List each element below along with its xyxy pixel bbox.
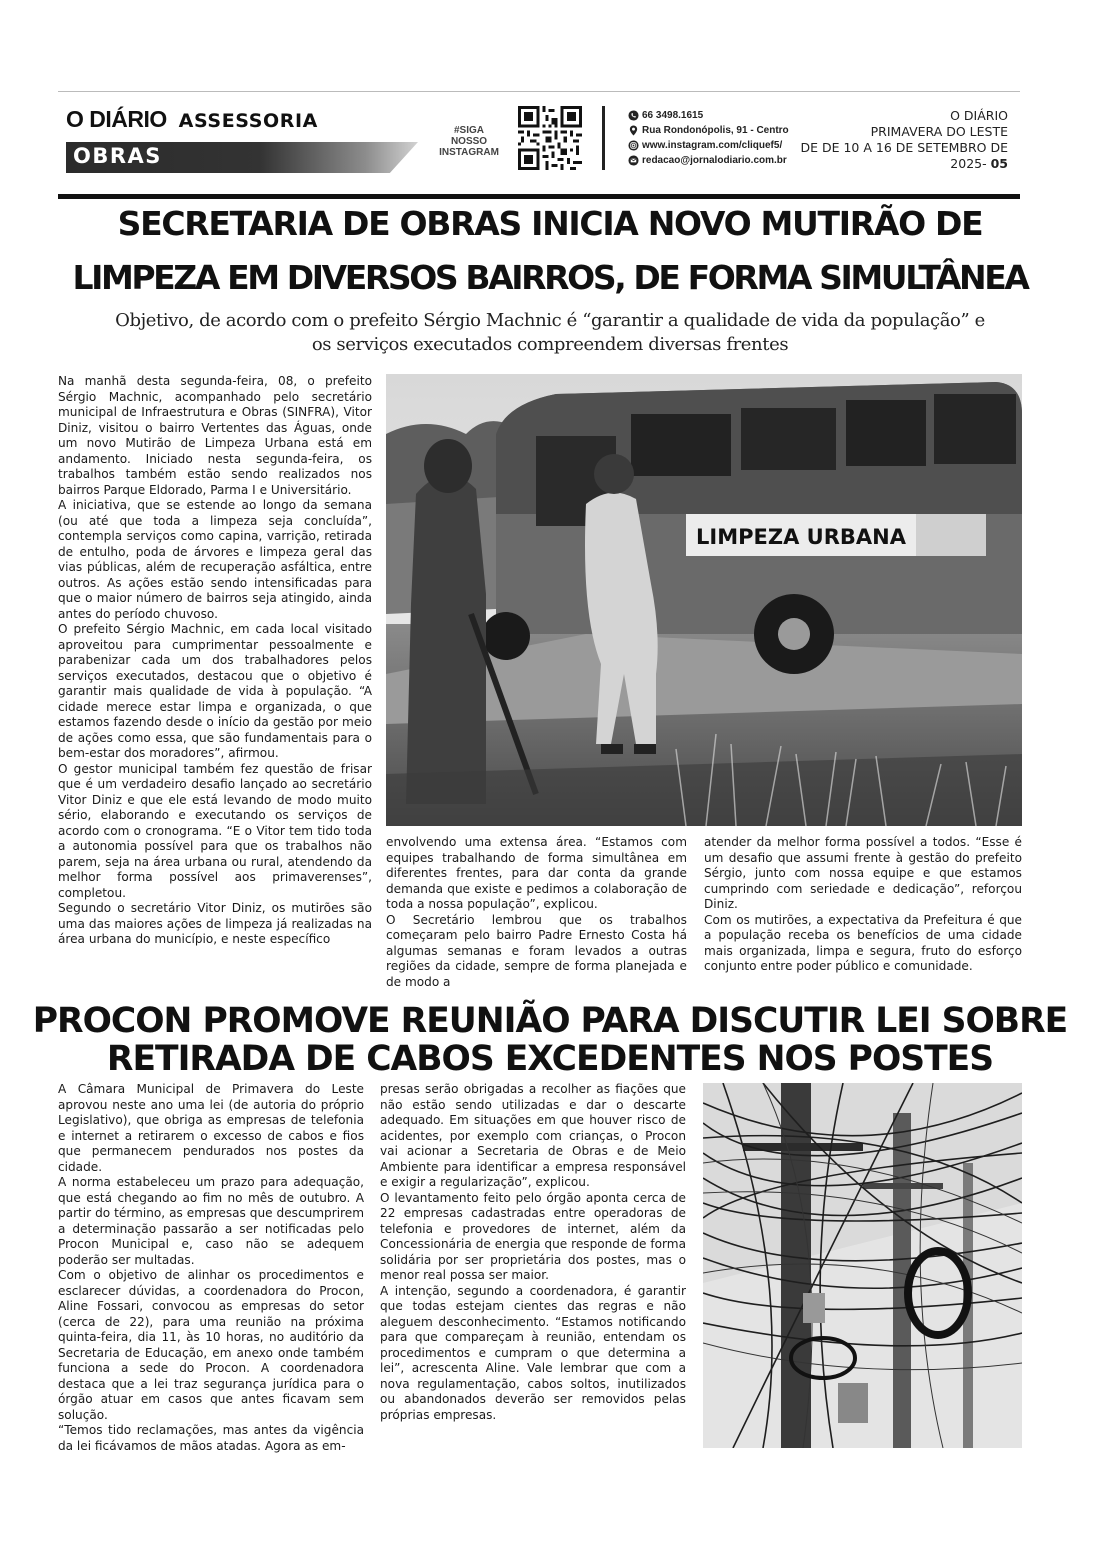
contact-divider	[602, 106, 605, 170]
location-pin-icon	[628, 125, 639, 136]
edition-year: 2025-	[950, 156, 991, 171]
article1-subhead	[40, 309, 1060, 357]
edition-line: DE DE 10 A 16 DE SETEMBRO DE	[800, 140, 1008, 155]
paragraph: O Secretário lembrou que os trabalhos começaram pelo bairro Padre Ernesto Costa há algumas semanas e foram levados a outras regiões da cidade, sempre de forma planejada e de modo a	[386, 912, 687, 989]
masthead	[66, 106, 318, 133]
subhead-line: os serviços executados compreendem diversas frentes	[311, 334, 789, 355]
article1-headline-line2: LIMPEZA EM DIVERSOS BAIRROS, DE FORMA SIMULTÂNEA	[72, 258, 1028, 297]
email-link[interactable]: redacao@jornalodiario.com.br	[642, 155, 787, 166]
contact-row	[628, 138, 789, 153]
article1-photo	[386, 374, 1022, 826]
instagram-cta-line: INSTAGRAM	[439, 147, 499, 158]
instagram-icon	[628, 140, 639, 151]
section-name: ASSESSORIA	[178, 110, 318, 132]
paragraph: O gestor municipal também fez questão de frisar que é um verdadeiro desafio lançado ao secretário Vitor Diniz e que ele está levando de modo muito sério, elaborando e executando os serviços de acordo com o cronograma. “E o Vitor tem tido toda a autonomia possível para que os trabalhos não parem, seja na área urbana ou rural, atendendo da melhor forma possível aos primaverenses”, completou.	[58, 761, 372, 900]
qr-code-icon[interactable]	[518, 106, 582, 170]
article2-photo	[703, 1083, 1022, 1448]
article1-column-3	[704, 835, 1022, 975]
address: Rua Rondonópolis, 91 - Centro	[642, 125, 789, 136]
contact-row	[628, 108, 789, 123]
contact-list	[628, 108, 789, 168]
whatsapp-icon	[628, 110, 639, 121]
paragraph: Com o objetivo de alinhar os procedimentos e esclarecer dúvidas, a coordenadora do Procon, Aline Fossari, convocou as empresas do setor (cerca de 22), para uma reunião na próxima quinta-feira, dia 11, às 10 horas, no auditório da Secretaria de Educação, em anexo onde também funciona a sede do Procon. A coordenadora destaca que a lei traz segurança jurídica para o órgão atuar em casos que antes ficavam sem solução.	[58, 1268, 364, 1422]
article2-headline-line1: PROCON PROMOVE REUNIÃO PARA DISCUTIR LEI SOBRE	[32, 1001, 1068, 1041]
article2-column-2	[380, 1082, 686, 1423]
instagram-link[interactable]: www.instagram.com/cliquef5/	[642, 140, 783, 151]
edition-line: PRIMAVERA DO LESTE	[870, 124, 1008, 139]
article1-headline-line1: SECRETARIA DE OBRAS INICIA NOVO MUTIRÃO DE	[117, 204, 983, 243]
bus-sign-text: LIMPEZA URBANA	[696, 525, 906, 549]
paragraph: O prefeito Sérgio Machnic, em cada local visitado aproveitou para cumprimentar pessoalmente e parabenizar cada um dos trabalhadores pelos serviços executados, destacou que o objetivo é garantir mais qualidade de vida à população. “A cidade merece estar limpa e organizada, o que estamos fazendo desde o início da gestão por meio de ações como essa, que são fundamentais para o bem-estar dos moradores”, afirmou.	[58, 622, 372, 760]
header-rule	[58, 194, 1020, 199]
paragraph: A Câmara Municipal de Primavera do Leste aprovou neste ano uma lei (de autoria do próprio Legislativo), que obriga as empresas de telefonia e internet a retirarem o excesso de cabos e fios que permanecem pendurados nos postes da cidade.	[58, 1082, 364, 1174]
paragraph: “Temos tido reclamações, mas antes da vigência da lei ficávamos de mãos atadas. Agora as em-	[58, 1423, 364, 1453]
section-banner	[66, 142, 418, 173]
paragraph: Segundo o secretário Vitor Diniz, os mutirões são uma das maiores ações de limpeza já realizadas na área urbana do município, e neste específico	[58, 901, 372, 946]
edition-line	[800, 156, 1008, 172]
email-icon	[628, 155, 639, 166]
paragraph: presas serão obrigadas a recolher as fiações que não estão sendo utilizadas e dar o descarte adequado. Em situações em que houver risco de acidentes, por exemplo com crianças, o Procon vai acionar a Secretaria de Obras e de Meio Ambiente para identificar a empresa responsável e exigir a regularização”, explicou.	[380, 1082, 686, 1189]
publication-logo: O DIÁRIO	[66, 106, 167, 132]
instagram-cta-line: NOSSO	[450, 136, 488, 147]
instagram-call-to-action	[430, 125, 508, 158]
paragraph: A intenção, segundo a coordenadora, é garantir que todas estejam cientes das regras e não aleguem desconhecimento. “Estamos notificando para que compareçam à reunião, entendam os procedimentos e cumpram o que determina a lei”, acrescenta Aline. Vale lembrar que com a nova regulamentação, cabos soltos, inutilizados ou abandonados deverão ser removidos pelas próprias empresas.	[380, 1283, 686, 1422]
article1-column-1	[58, 374, 372, 948]
paragraph: envolvendo uma extensa área. “Estamos com equipes trabalhando de forma simultânea em diferentes frentes, para dar conta da grande demanda que existe e pedimos a colaboração de toda a nossa população”, explicou.	[386, 835, 687, 911]
edition-info	[800, 108, 1008, 172]
top-rule	[58, 91, 1020, 92]
paragraph: Com os mutirões, a expectativa da Prefeitura é que a população receba os benefícios de uma cidade mais organizada, limpa e segura, fruto do esforço conjunto entre poder público e comunidade.	[704, 912, 1022, 973]
paragraph: O levantamento feito pelo órgão aponta cerca de 22 empresas cadastradas entre operadoras de telefonia e provedores de internet, além da Concessionária de energia que responde de forma solidária por ser proprietária dos postes, mas o menor real possa ser maior.	[380, 1190, 686, 1282]
contact-row	[628, 153, 789, 168]
instagram-cta-line: #SIGA	[453, 125, 484, 136]
paragraph: A norma estabeleceu um prazo para adequação, que está chegando ao fim no mês de outubro. A partir do término, as empresas que descumprirem a determinação passarão a ser notificadas pelo Procon Municipal e, caso não se adequem poderão ser multadas.	[58, 1175, 364, 1267]
paragraph: atender da melhor forma possível a todos. “Esse é um desafio que assumi frente à gestão do prefeito Sérgio, junto com nossa equipe e que estamos cumprindo com seriedade e dedicação”, reforçou Diniz.	[704, 835, 1022, 911]
phone-number[interactable]: 66 3498.1615	[642, 110, 704, 121]
article2-headline-line2: RETIRADA DE CABOS EXCEDENTES NOS POSTES	[106, 1039, 994, 1079]
paragraph: A iniciativa, que se estende ao longo da semana (ou até que toda a limpeza seja concluída”, contempla serviços como capina, varrição, retirada de entulho, poda de árvores e limpeza geral das vias públicas, além de recuperação asfáltica, entre outros. As ações estão sendo intensificadas para que o maior número de bairros seja atingido, ainda antes do período chuvoso.	[58, 498, 372, 621]
page-number: 05	[990, 156, 1008, 171]
edition-line: O DIÁRIO	[950, 108, 1008, 123]
contact-row	[628, 123, 789, 138]
paragraph: Na manhã desta segunda-feira, 08, o prefeito Sérgio Machnic, acompanhado pelo secretário municipal de Infraestrutura e Obras (SINFRA), Vitor Diniz, visitou o bairro Vertentes das Águas, onde um novo Mutirão de Limpeza Urbana está em andamento. Iniciado nesta segunda-feira, os trabalhos também estão sendo realizados nos bairros Parque Eldorado, Parma I e Universitário.	[58, 374, 372, 497]
article2-column-1	[58, 1082, 364, 1454]
article1-column-2	[386, 835, 687, 990]
section-label: OBRAS	[73, 144, 162, 168]
subhead-line: Objetivo, de acordo com o prefeito Sérgio Machnic é “garantir a qualidade de vida da população” e	[115, 310, 985, 331]
